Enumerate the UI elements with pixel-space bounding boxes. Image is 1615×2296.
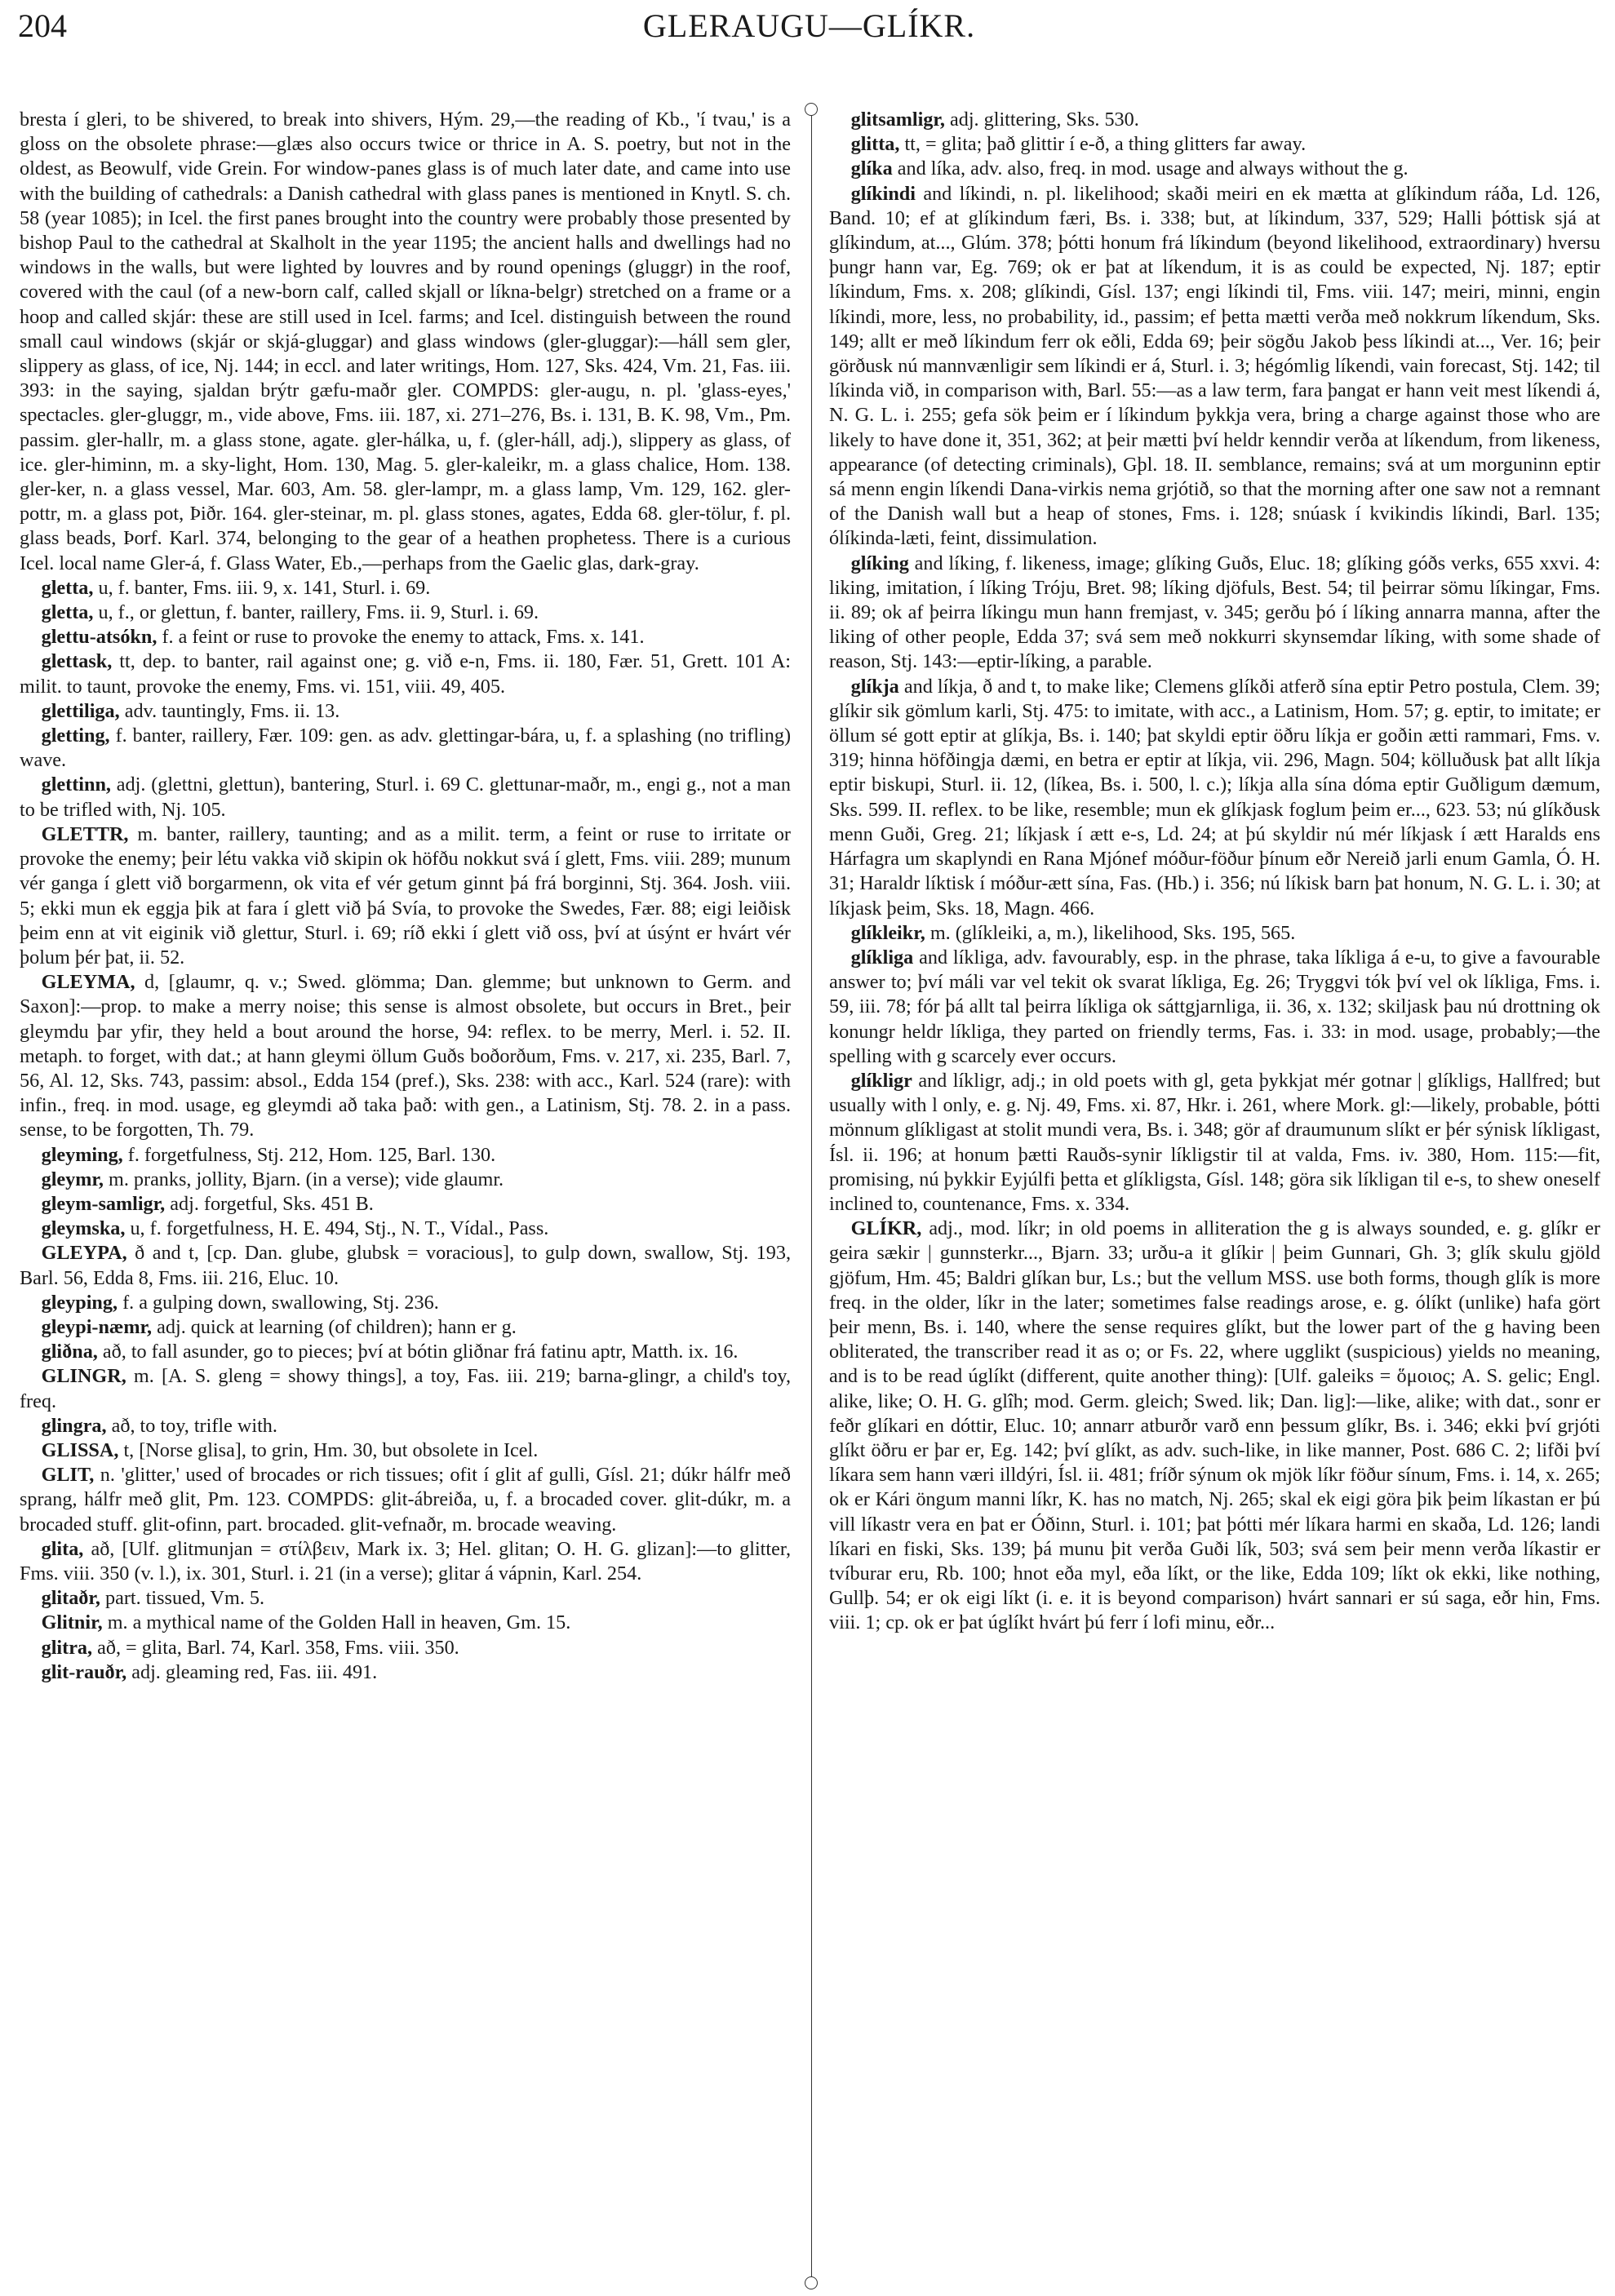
- entry-text: adj. (glettni, glettun), bantering, Sturl. i. 69 C. glettunar-maðr, m., engi g., not a man to be trifled with, Nj. 105.: [20, 773, 791, 821]
- entry-text: að, [Ulf. glitmunjan = στίλβειν, Mark ix. 3; Hel. glitan; O. H. G. glizan]:—to glitter, Fms. viii. 350 (v. l.), ix. 301, Sturl. i. 21 (in a verse); glitar á vápnin, Karl. 254.: [20, 1537, 791, 1585]
- dictionary-entry: [20, 1364, 791, 1413]
- dictionary-entry: [829, 108, 1600, 132]
- page-number: 204: [18, 7, 67, 44]
- dictionary-entry: [829, 1069, 1600, 1217]
- dictionary-entry: [20, 108, 791, 576]
- dictionary-entry: [829, 182, 1600, 552]
- left-column: [20, 108, 791, 1685]
- entry-text: adj., mod. líkr; in old poems in alliteration the g is always sounded, e. g. glíkr er geira sækir | gunnsterkr..., Bjarn. 33; urðu-a it glíkir | þeim Gunnari, Gh. 3; glík skulu gjöld gjöfum, Hm. 45; Baldri glíkan bur, Ls.; but the vellum MSS. use both forms, though glík is more freq. in the older, líkr in the later; sometimes false readings arose, e. g. ólíkt (unlike) hafa gört þeir menn, Bs. i. 140, where the sense requires glíkt, but the lower part of the g having been obliterated, the transcriber read it as o; or Fs. 22, where ugglikt (suspicious) yields no meaning, and is to be read úglíkt (different, quite another thing): [Ulf. galeiks = ὅμοιος; A. S. gelic; Engl. alike, like; O. H. G. glîh; mod. Germ. gleich; Swed. lik; Dan. lig]:—like, alike; with dat., sonr er feðr glíkari en dóttir, Eluc. 10; annarr atburðr varð enn þessum glíkr, Bs. i. 346; ekki því grjóti glíkt öðru er þar er, Eg. 142; því glíkt, as adv. such-like, in like manner, Post. 686 C. 2; lifði því líkara sem hann væri illdýri, Ísl. ii. 481; fríðr sýnum ok mjök líkr föður sínum, Fms. i. 14, x. 265; ok er Kári öngum manni líkr, K. has no match, Nj. 265; skal ek eigi göra þik þeim líkastan er þú vill líkastr vera en þat er Óðinn, Sturl. i. 101; þat þótti mér líkara harmi en skaða, Ld. 126; landi líkari en fiski, Sks. 139; þá munu þit verða Guði lík, 503; svá sem þeir menn verða líkastir er tvíburar eru, Rb. 100; hnot eða myl, eða líkt, or the like, Edda 109; líkt ok ekki, like nothing, Gullþ. 54; er ok eigi líkt (i. e. it is beyond comparison) hvárt sannari er sú saga, eðr hin, Fms. viii. 1; cp. ok er þat úglíkt hvárt þú ferr í lofi minu, eðr...: [829, 1217, 1600, 1634]
- headword: glíkleikr,: [850, 921, 925, 944]
- dictionary-entry: [829, 552, 1600, 675]
- entry-text: m. pranks, jollity, Bjarn. (in a verse); vide glaumr.: [103, 1168, 504, 1190]
- entry-text: n. 'glitter,' used of brocades or rich tissues; ofit í glit af gulli, Gísl. 21; dúkr hálfr með sprang, hálfr með glit, Pm. 123. COMPDS: glit-ábreiða, u, f. a brocaded cover. glit-dúkr, m. a brocaded stuff. glit-ofinn, part. brocaded. glit-vefnaðr, m. brocade weaving.: [20, 1464, 791, 1536]
- headword: glingra,: [41, 1414, 107, 1437]
- headword: glettiliga,: [41, 699, 120, 722]
- dictionary-entry: [20, 1217, 791, 1241]
- dictionary-entry: [20, 1611, 791, 1635]
- dictionary-entry: [20, 601, 791, 625]
- entry-text: bresta í gleri, to be shivered, to break into shivers, Hým. 29,—the reading of Kb., 'í tvau,' is a gloss on the obsolete phrase:—glæs also occurs twice or thrice in A. S. poetry, but not in the oldest, as Beowulf, vide Grein. For window-panes glass is of much later date, and came into use with the building of cathedrals: a Danish cathedral with glass panes is mentioned in Knytl. S. ch. 58 (year 1085); in Icel. the first panes brought into the country were probably those presented by bishop Paul to the cathedral at Skalholt in the year 1195; the ancient halls and dwellings had no windows in the walls, but were lighted by louvres and by round openings (gluggr) in the roof, covered with the caul (of a new-born calf, called skjall or líkna-belgr) stretched on a frame or a hoop and called skjár: these are still used in Icel. farms; and Icel. distinguish between the round small caul windows (skjár or skjá-gluggar) and glass windows (gler-gluggar):—háll sem gler, slippery as glass, of ice, Nj. 144; in eccl. and later writings, Hom. 127, Sks. 424, Vm. 21, Fas. iii. 393: in the saying, sjaldan brýtr gæfu-maðr gler. COMPDS: gler-augu, n. pl. 'glass-eyes,' spectacles. gler-gluggr, m., vide above, Fms. iii. 187, xi. 271–276, Bs. i. 131, B. K. 98, Vm., Pm. passim. gler-hallr, m. a glass stone, agate. gler-hálka, u, f. (gler-háll, adj.), slippery as glass, of ice. gler-himinn, m. a sky-light, Hom. 130, Mag. 5. gler-kaleikr, m. a glass chalice, Hom. 138. gler-ker, n. a glass vessel, Mar. 603, Am. 58. gler-lampr, m. a glass lamp, Vm. 129, 162. gler-pottr, m. a glass pot, Þiðr. 164. gler-steinar, m. pl. glass stones, agates, Edda 68. gler-tölur, f. pl. glass beads, Þorf. Karl. 374, belonging to the gear of a heathen prophetess. There is a curious Icel. local name Gler-á, f. Glass Water, Eb.,—perhaps from the Gaelic glas, dark-gray.: [20, 109, 791, 574]
- headword: glitaðr,: [41, 1587, 100, 1610]
- headword: gleyping,: [41, 1291, 118, 1314]
- headword: gleym-samligr,: [41, 1192, 166, 1215]
- headword: glit-rauðr,: [41, 1660, 127, 1683]
- entry-text: u, f. forgetfulness, H. E. 494, Stj., N. T., Vídal., Pass.: [125, 1217, 549, 1240]
- page-title: GLERAUGU—GLÍKR.: [642, 7, 976, 44]
- headword: GLÍKR,: [850, 1217, 922, 1240]
- dictionary-entry: [20, 1291, 791, 1315]
- headword: GLIT,: [41, 1464, 95, 1487]
- dictionary-entry: [20, 1315, 791, 1340]
- entry-text: tt, = glita; það glittir í e-ð, a thing glitters far away.: [899, 133, 1307, 156]
- headword: gleymr,: [41, 1168, 104, 1190]
- dictionary-entry: [20, 576, 791, 601]
- dictionary-entry: [20, 1340, 791, 1364]
- headword: gletta,: [41, 601, 94, 624]
- entry-text: f. a gulping down, swallowing, Stj. 236.: [118, 1291, 439, 1314]
- entry-text: f. forgetfulness, Stj. 212, Hom. 125, Barl. 130.: [122, 1143, 496, 1166]
- dictionary-entry: [20, 1586, 791, 1611]
- headword: glettask,: [41, 650, 113, 673]
- headword: gleyming,: [41, 1143, 123, 1166]
- entry-text: að, = glita, Barl. 74, Karl. 358, Fms. viii. 350.: [92, 1636, 459, 1659]
- dictionary-entry: [20, 970, 791, 1142]
- headword: GLISSA,: [41, 1438, 119, 1461]
- entry-text: and líking, f. likeness, image; glíking Guðs, Eluc. 18; glíking góðs verks, 655 xxvi. 4: liking, imitation, í líking Tróju, Bret. 98; líking djöfuls, Best. 54; til þeirrar sömu líkingar, Fms. ii. 89; ok af þeirra líkingu mun hann fremjast, v. 345; gerðu þó í líking annarra manna, after the liking of other people, Edda 37; svá sem með nokkurri skynsemdar líking, with some shade of reason, Stj. 143:—eptir-líking, a parable.: [829, 552, 1600, 673]
- entry-text: adj. forgetful, Sks. 451 B.: [165, 1192, 374, 1215]
- headword: gleypi-næmr,: [41, 1315, 153, 1338]
- entry-text: and líka, adv. also, freq. in mod. usage and always without the g.: [892, 157, 1409, 180]
- dictionary-entry: [20, 1414, 791, 1438]
- headword: GLEYMA,: [41, 971, 135, 994]
- entry-text: and líkliga, adv. favourably, esp. in the phrase, taka líkliga á e-u, to give a favourable answer to; því máli var vel tekit ok svarat líkliga, Eg. 26; Tryggvi tók því vel ok líkliga, Fms. i. 59, iii. 78; fór þá allt tal þeirra líkliga ok sáttgjarnliga, ii. 36, x. 132; skiljask þau nú drottning ok konungr heldr líkliga, they parted on friendly terms, Fas. i. 33: in mod. usage, probably;—the spelling with g scarcely ever occurs.: [829, 946, 1600, 1067]
- headword: gliðna,: [41, 1341, 98, 1363]
- dictionary-entry: [20, 649, 791, 698]
- entry-text: d, [glaumr, q. v.; Swed. glömma; Dan. glemme; but unknown to Germ. and Saxon]:—prop. to make a merry noise; this sense is almost obsolete, but occurs in Bret., þeir gleymdu þar yfir, they held a bout around the horse, 94: reflex. to be merry, Merl. i. 52. II. metaph. to forget, with dat.; at hann gleymi öllum Guðs boðorðum, Fms. v. 217, xi. 235, Barl. 7, 56, Al. 12, Sks. 743, passim: absol., Edda 154 (pref.), Sks. 238: with acc., Karl. 524 (rare): with infin., freq. in mod. usage, eg gleymdi að taka það: with gen., a Latinism, Stj. 78. 2. in a pass. sense, to be forgotten, Th. 79.: [20, 971, 791, 1141]
- dictionary-entry: [829, 921, 1600, 946]
- headword: gletting,: [41, 725, 110, 747]
- dictionary-entry: [20, 1168, 791, 1192]
- headword: glíka: [850, 157, 893, 180]
- headword: glitta,: [850, 133, 900, 156]
- dictionary-entry: [20, 625, 791, 649]
- entry-text: m. (glíkleiki, a, m.), likelihood, Sks. 195, 565.: [925, 921, 1296, 944]
- dictionary-entry: [20, 1636, 791, 1660]
- dictionary-entry: [20, 699, 791, 724]
- divider-ornament-bottom: [805, 2276, 818, 2289]
- dictionary-entry: [20, 1192, 791, 1217]
- dictionary-entry: [20, 773, 791, 822]
- headword: glitra,: [41, 1636, 93, 1659]
- dictionary-entry: [20, 1537, 791, 1586]
- headword: gletta,: [41, 576, 94, 599]
- headword: glíking: [850, 552, 909, 574]
- page-header: [18, 7, 1600, 47]
- dictionary-entry: [20, 1463, 791, 1537]
- entry-text: f. a feint or ruse to provoke the enemy to attack, Fms. x. 141.: [157, 626, 645, 649]
- entry-text: f. banter, raillery, Fær. 109: gen. as adv. glettingar-bára, u, f. a splashing (no trifling) wave.: [20, 725, 791, 772]
- headword: glíkja: [850, 675, 899, 698]
- dictionary-entry: [20, 822, 791, 970]
- dictionary-entry: [829, 1217, 1600, 1635]
- dictionary-entry: [20, 724, 791, 773]
- right-column: [829, 108, 1600, 1636]
- headword: glettinn,: [41, 773, 111, 796]
- dictionary-entry: [20, 1660, 791, 1685]
- headword: glita,: [41, 1537, 84, 1560]
- entry-text: and líkindi, n. pl. likelihood; skaði meiri en ek mætta at glíkindum ráða, Ld. 126, Band. 10; ef at glíkindum færi, Bs. i. 338; but, at líkindum, 337, 529; Halli þóttisk sjá at glíkindum, at..., Glúm. 378; þótti honum frá líkindum (beyond likelihood, extraordinary) hversu þungr hann var, Eg. 769; ok er þat at líkendum, it is as could be expected, Nj. 187; eptir líkindum, Fms. x. 208; glíkindi, Gísl. 137; engi líkindi til, Fms. viii. 147; meiri, minni, engin líkindi, more, less, no probability, id., passim; ef þetta mætti verða með nokkrum líkendum, Sks. 149; allt er með líkindum ferr ok eðli, Edda 69; þeir sögðu Jakob þess líkindi at..., Ver. 16; þeir görðusk nú mannvænligir sem líkindi er á, Sturl. i. 3; hégómlig líkendi, vain forecast, Stj. 142; til líkinda við, in comparison with, Barl. 55:—as a law term, fara þangat er hann veit mest líkendi á, N. G. L. i. 255; gefa sök þeim er í líkindum þykkja vera, bring a charge against those who are likely to have done it, 351, 362; at þeir mætti því heldr kenndir verða at líkendum, from likeness, appearance (of detecting criminals), Gþl. 18. II. semblance, remains; svá at um morguninn eptir sá menn engin líkendi Dana-virkis nema grjótið, so that the morning after one saw not a remnant of the Danish wall but a heap of stones, Fms. i. 128; snúask í kvikindis líkindi, Barl. 135; ólíkinda-læti, feint, dissimulation.: [829, 182, 1600, 550]
- entry-text: að, to fall asunder, go to pieces; því at bótin gliðnar frá fatinu aptr, Matth. ix. 16.: [97, 1341, 739, 1363]
- dictionary-entry: [829, 675, 1600, 921]
- headword: gleymska,: [41, 1217, 126, 1240]
- headword: glitsamligr,: [850, 109, 945, 131]
- entry-text: adj. gleaming red, Fas. iii. 491.: [126, 1660, 378, 1683]
- entry-text: tt, dep. to banter, rail against one; g. við e-n, Fms. ii. 180, Fær. 51, Grett. 101 A: milit. to taunt, provoke the enemy, Fms. vi. 151, viii. 49, 405.: [20, 650, 791, 698]
- headword: Glitnir,: [41, 1611, 103, 1634]
- entry-text: að, to toy, trifle with.: [106, 1414, 277, 1437]
- dictionary-entry: [20, 1438, 791, 1463]
- entry-text: u, f. banter, Fms. iii. 9, x. 141, Sturl. i. 69.: [93, 576, 431, 599]
- dictionary-entry: [829, 132, 1600, 157]
- entry-text: t, [Norse glisa], to grin, Hm. 30, but obsolete in Icel.: [118, 1438, 539, 1461]
- headword: glíkligr: [850, 1069, 912, 1092]
- headword: GLINGR,: [41, 1365, 126, 1388]
- entry-text: and líkligr, adj.; in old poets with gl, geta þykkjat mér gotnar | glíkligs, Hallfred; but usually with l only, e. g. Nj. 49, Fms. xi. 87, Hkr. i. 261, where Mork. gl:—likely, probable, þótti mönnum glíkligast at stolit mundi vera, Bs. i. 348; gör af draumunum slíkt er þér sýnisk líkligast, Ísl. ii. 196; at honum þætti Rauðs-synir líkligstir til at valda, Fms. iv. 380, Hom. 115:—fit, promising, nú þykkir Eyjúlfi þetta et glíkligsta, Gísl. 148; göra sik líkligan til e-s, to shew oneself inclined to, countenance, Fms. x. 334.: [829, 1069, 1600, 1215]
- entry-text: m. a mythical name of the Golden Hall in heaven, Gm. 15.: [102, 1611, 571, 1634]
- entry-text: and líkja, ð and t, to make like; Clemens glíkði atferð sína eptir Petro postula, Clem. 39; glíkir sik gömlum karli, Stj. 475: to imitate, with acc., a Latinism, Hom. 57; g. eptir, to imitate; er öllum sé gott eptir at glíkja, Bs. i. 140; þat skyldi eptir öðru líkja er goðin ætti rammari, Fms. v. 319; hinna höfðingja dæmi, en betra er eptir at líkja, vii. 296, Magn. 504; kölluðusk þat allt líkja eptir biskupi, Sturl. ii. 12, (líkea, Bs. i. 500, l. c.); líkja alla sína dóma eptir Guðligum dæmum, Sks. 599. II. reflex. to be like, resemble; mun ek glíkjask foglum þeim er..., 623. 53; nú glíkðusk menn Guði, Greg. 21; líkjask í ætt e-s, Ld. 24; at þú skyldir nú mér líkjask í ætt Haralds ens Hárfagra um skaplyndi en Rana Mjónef móður-föður þínum eðr Nereið jarli enum Gamla, Ó. H. 31; Haraldr líktisk í móður-ætt sína, Fas. (Hb.) i. 356; nú líkisk barn þat honum, N. G. L. i. 30; at líkjask þeim, Sks. 18, Magn. 466.: [829, 675, 1600, 920]
- headword: glettu-atsókn,: [41, 626, 158, 649]
- dictionary-entry: [829, 946, 1600, 1069]
- dictionary-entry: [829, 157, 1600, 181]
- entry-text: m. banter, raillery, taunting; and as a milit. term, a feint or ruse to irritate or provoke the enemy; þeir létu vakka við skipin ok höfðu nokkut svá í glett, Fms. viii. 289; munum vér ganga í glett við borgarmenn, ok vita ef vér getum ginnt þá frá borginni, Stj. 364. Josh. viii. 5; ekki mun ek eggja þik at fara í glett við þá Svía, to provoke the Swedes, Fær. 88; eigi leiðisk þeim enn at vit eiginik við glettur, Sturl. i. 69; ríð ekki í glett við oss, því at úsýnt er hvárt vér þolum þér þat, ii. 52.: [20, 822, 791, 968]
- entry-text: adj. quick at learning (of children); hann er g.: [152, 1315, 517, 1338]
- headword: GLETTR,: [41, 822, 129, 845]
- divider-ornament-top: [805, 103, 818, 116]
- entry-text: m. [A. S. gleng = showy things], a toy, Fas. iii. 219; barna-glingr, a child's toy, freq.: [20, 1365, 791, 1412]
- headword: glíkindi: [850, 182, 916, 205]
- entry-text: ð and t, [cp. Dan. glube, glubsk = voracious], to gulp down, swallow, Stj. 193, Barl. 56, Edda 8, Fms. iii. 216, Eluc. 10.: [20, 1242, 791, 1289]
- entry-text: adj. glittering, Sks. 530.: [944, 109, 1139, 131]
- entry-text: u, f., or glettun, f. banter, raillery, Fms. ii. 9, Sturl. i. 69.: [93, 601, 539, 624]
- headword: glíkliga: [850, 946, 914, 968]
- dictionary-entry: [20, 1143, 791, 1168]
- column-divider: [811, 108, 812, 2285]
- entry-text: adv. tauntingly, Fms. ii. 13.: [119, 699, 340, 722]
- entry-text: part. tissued, Vm. 5.: [100, 1587, 265, 1610]
- dictionary-entry: [20, 1241, 791, 1290]
- headword: GLEYPA,: [41, 1242, 127, 1265]
